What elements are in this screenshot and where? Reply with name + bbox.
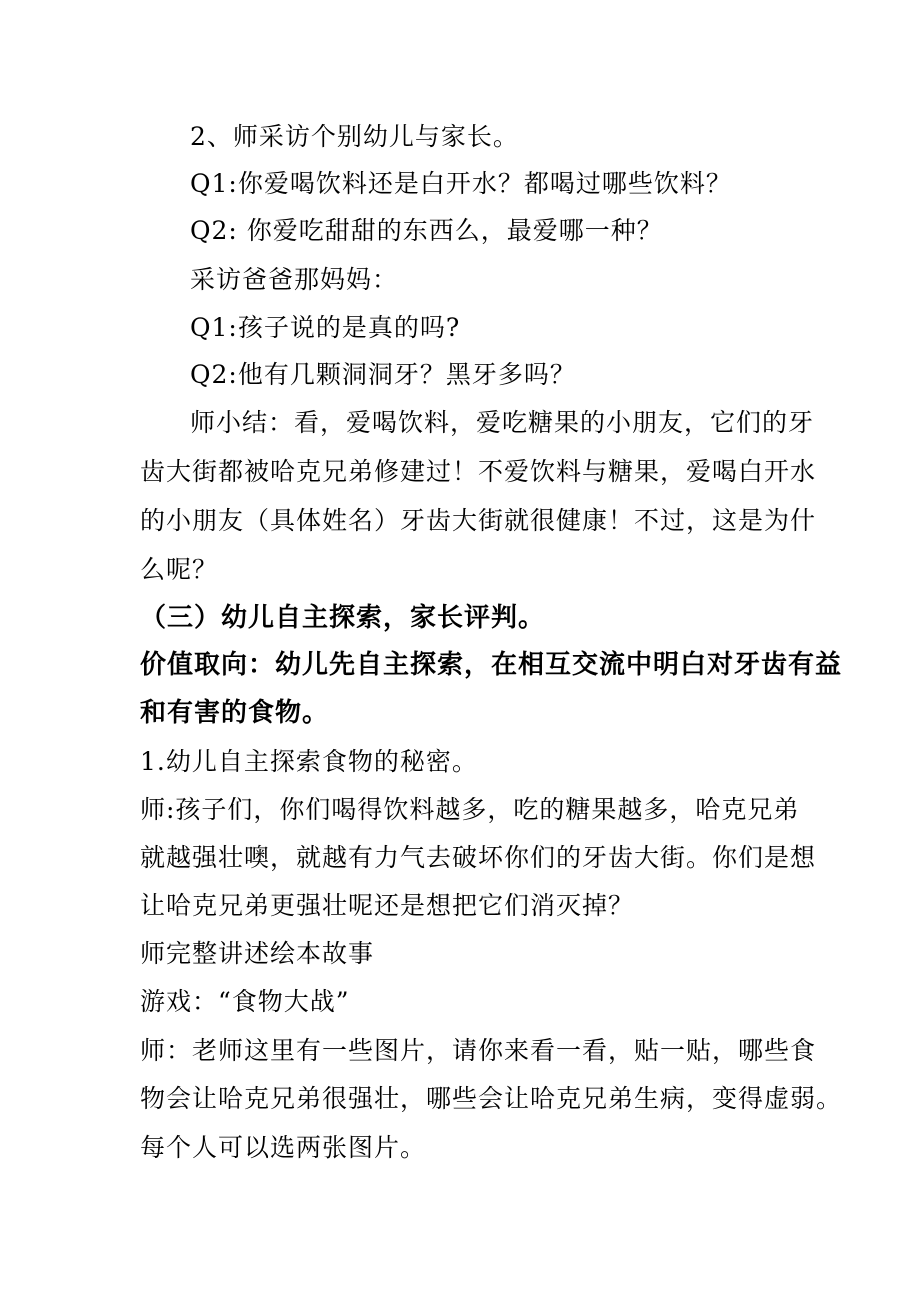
- game-title-line: 游戏：“食物大战”: [140, 987, 350, 1016]
- value-orientation-line-2: 和有害的食物。: [140, 698, 330, 728]
- section-3-heading: （三）幼儿自主探索，家长评判。: [140, 603, 546, 633]
- teacher-summary-line-1: 师小结：看，爱喝饮料，爱吃糖果的小朋友，它们的牙: [190, 408, 815, 437]
- step-2-heading: 2、师采访个别幼儿与家长。: [190, 122, 519, 151]
- parent-question-2: Q2:他有几颗洞洞牙？黑牙多吗？: [190, 360, 576, 389]
- parent-question-1: Q1:孩子说的是真的吗?: [190, 313, 461, 342]
- storytelling-line: 师完整讲述绘本故事: [140, 939, 375, 968]
- teacher-summary-line-2: 齿大街都被哈克兄弟修建过！不爱饮料与糖果，爱喝白开水: [140, 457, 817, 486]
- teacher-prompt-line-3: 让哈克兄弟更强壮呢还是想把它们消灭掉？: [140, 891, 635, 920]
- child-question-2: Q2: 你爱吃甜甜的东西么，最爱哪一种？: [190, 216, 663, 245]
- step-1-heading: 1.幼儿自主探索食物的秘密。: [140, 747, 478, 776]
- teacher-prompt-line-1: 师:孩子们，你们喝得饮料越多，吃的糖果越多，哈克兄弟: [140, 795, 800, 824]
- teacher-summary-line-3: 的小朋友（具体姓名）牙齿大街就很健康！不过，这是为什: [140, 506, 817, 535]
- game-instruction-line-2: 物会让哈克兄弟很强壮，哪些会让哈克兄弟生病，变得虚弱。: [140, 1084, 843, 1113]
- value-orientation-line-1: 价值取向：幼儿先自主探索，在相互交流中明白对牙齿有益: [140, 650, 843, 680]
- game-instruction-line-1: 师：老师这里有一些图片，请你来看一看，贴一贴，哪些食: [140, 1036, 817, 1065]
- teacher-prompt-line-2: 就越强壮噢，就越有力气去破坏你们的牙齿大街。你们是想: [140, 843, 817, 872]
- game-instruction-line-3: 每个人可以选两张图片。: [140, 1133, 427, 1162]
- child-question-1: Q1:你爱喝饮料还是白开水？都喝过哪些饮料？: [190, 169, 732, 198]
- teacher-summary-line-4: 么呢？: [140, 555, 219, 584]
- parent-interview-heading: 采访爸爸那妈妈：: [190, 265, 399, 294]
